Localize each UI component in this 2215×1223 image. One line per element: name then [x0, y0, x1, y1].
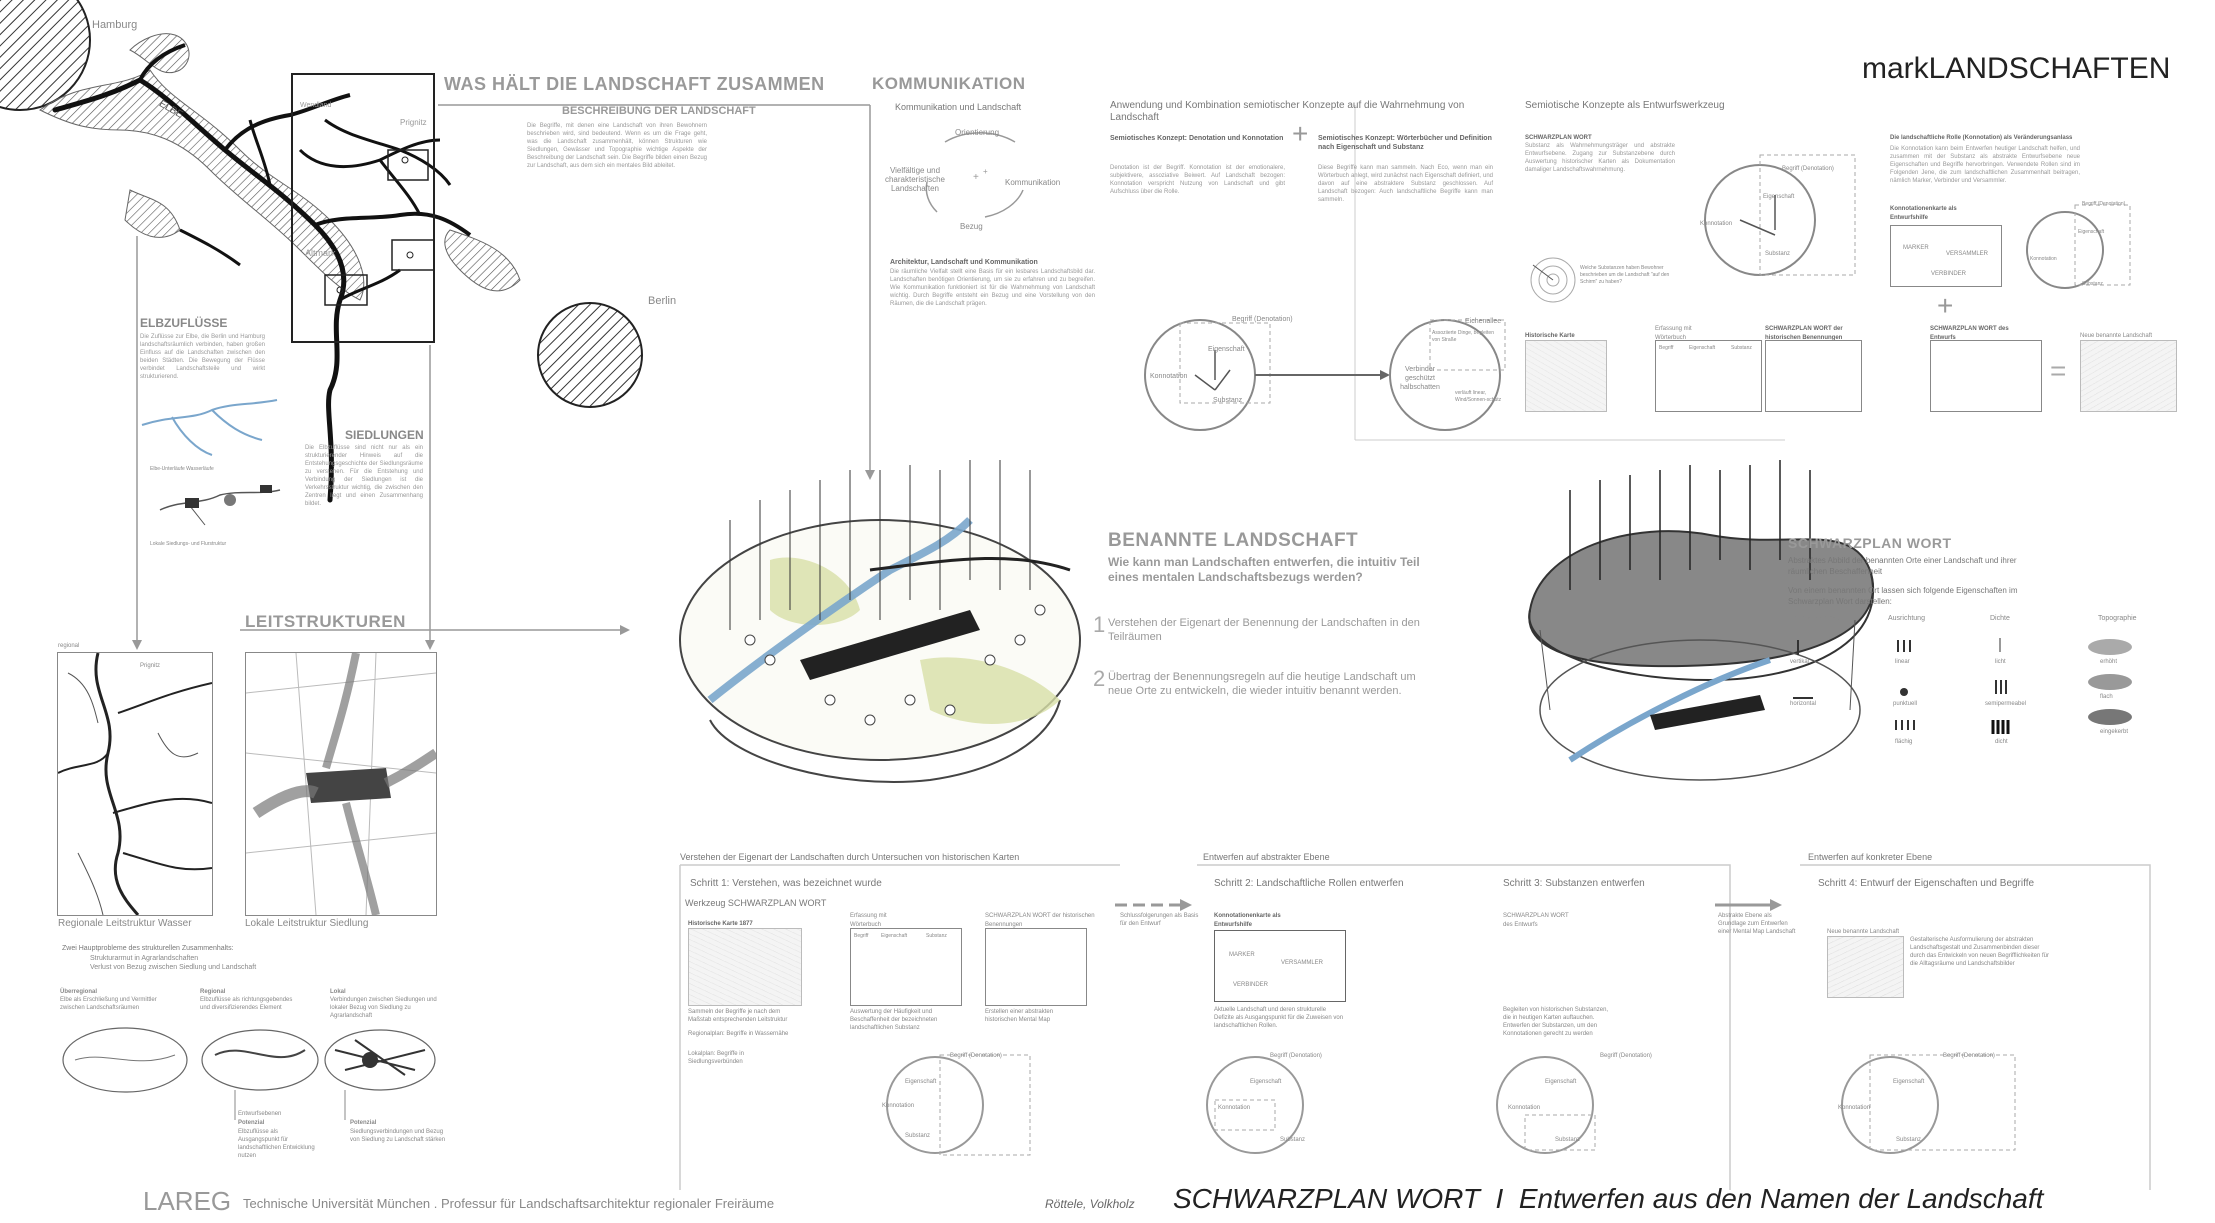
footer-project: SCHWARZPLAN WORT I Entwerfen aus den Namen der Landschaft	[1173, 1183, 2044, 1214]
siedlungen-caption: Lokale Siedlungs- und Flurstruktur	[150, 541, 227, 547]
bd1-eig: Eigenschaft	[905, 1079, 937, 1085]
proc-hist-karte-img	[1525, 340, 1607, 412]
potential2-text: Siedlungsverbindungen und Bezug von Siedlung zu Landschaft stärken	[350, 1129, 446, 1143]
bd3-kon: Konnotation	[1508, 1105, 1541, 1111]
map-label-hamburg: Hamburg	[92, 19, 138, 31]
bottom-head-right: Entwerfen auf konkreter Ebene	[1808, 852, 1933, 862]
semiotik-allee-note: Assoziierte Dinge, begleiten von Straße	[1432, 330, 1494, 343]
bottom-dictionary	[850, 928, 962, 1006]
legend-col-topo: Topographie	[2098, 615, 2137, 622]
proc-sw-entw: SCHWARZPLAN WORT des Entwurfs	[1930, 326, 2009, 341]
leitstruktur-list-item-2: Verlust von Bezug zwischen Siedlung und Landschaft	[90, 964, 257, 971]
semiotik-sub: Substanz	[1213, 397, 1243, 404]
bottom-note-s4: Gestalterische Ausformulierung der abstrakten Landschaftsgestalt und Zusammenbinden dieser durch das Entwickeln von neuen Begrifflichkeiten für die Alltagsräume und Landschaftsbilder	[1910, 937, 2049, 967]
cycle-right: Kommunikation	[1005, 178, 1061, 187]
bottom-note-erst: Erstellen einer abstrakten historischen Mental Map	[985, 1009, 1054, 1023]
bottom-marker: MARKER	[1229, 952, 1255, 958]
col1-text: Elbe als Erschließung und Vermittler zwischen Landschaftsräumen	[60, 997, 157, 1011]
col2-text: Elbzuflüsse als richtungsgebendes und diversifizierendes Element	[200, 997, 293, 1011]
bd1-sub: Substanz	[905, 1133, 931, 1139]
dict-col-1: Begriff	[1659, 345, 1674, 351]
sw-text-small: Substanz als Wahrnehmungsträger und abstrakte Entwurfsebene. Zugang zur Substanzebene durch Auswertung historischer Karten als Dokumentation damaliger Landschaftswahrnehmung.	[1525, 143, 1675, 173]
bd4-eig: Eigenschaft	[1893, 1079, 1925, 1085]
leitstruktur-list-head: Zwei Hauptprobleme des strukturellen Zusammenhalts:	[62, 945, 234, 952]
footer-authors: Röttele, Volkholz	[1045, 1197, 1135, 1211]
svg-text:+: +	[973, 172, 979, 183]
semiotik-right-title: Semiotisches Konzept: Wörterbücher und Definition nach Eigenschaft und Substanz	[1318, 135, 1492, 151]
semiotik-verkehr-note: verläuft linear, Wind/Sonnen-schutz	[1455, 390, 1502, 403]
sw-small-eig: Eigenschaft	[1763, 194, 1795, 200]
proc-erfassung: Erfassung mit Wörterbuch	[1655, 326, 1692, 341]
bottom-dict-col-3: Substanz	[926, 933, 947, 939]
cycle-left: Vielfältige und charakteristische Landschaften	[884, 166, 946, 193]
siedlungen-text: Die Elbzuflüsse sind nicht nur als ein strukturierender Hinweis auf die Entstehungsgeschichte der Siedlungsräume zu verstehen. Für die Entstehung und Verbindung der Siedlungen ist die Verkehrsstruktur wichtig, die zwischen den Zentren liegt und einen Zusammenhang bildet.	[305, 445, 423, 507]
bottom-note-samm: Sammeln der Begriffe je nach dem Maßstab entsprechenden Leitstruktur	[688, 1009, 788, 1023]
leitstruktur-caption-right: Lokale Leitstruktur Siedlung	[245, 918, 369, 929]
semiotik-right-text: Diese Begriffe kann man sammeln. Nach Eco, wenn man ein Wörterbuch anlegt, wird zunächst nach Eigenschaft definiert, und davon auf eine abstraktere Substanz geschlossen. Auf Landschaft bezogen: Auch landschaftliche Begriffe kann man sammeln.	[1318, 165, 1493, 203]
semiotik-left-title: Semiotisches Konzept: Denotation und Konnotation	[1110, 135, 1284, 142]
proc-hist-karte: Historische Karte	[1525, 333, 1575, 339]
benannte-title: BENANNTE LANDSCHAFT	[1108, 530, 1359, 551]
siedlungen-title: SIEDLUNGEN	[345, 428, 424, 442]
sw-right-eig: Eigenschaft	[2078, 229, 2105, 235]
bottom-step4: Schritt 4: Entwurf der Eigenschaften und Begriffe	[1818, 878, 2035, 889]
proc-neue-img	[2080, 340, 2177, 412]
map-label-berlin: Berlin	[648, 295, 677, 307]
sw-right-kon: Konnotation	[2030, 256, 2057, 262]
leitstruktur-siedlung-map	[245, 652, 437, 916]
bottom-dict-col-1: Begriff	[854, 933, 869, 939]
potential2-head: Potenzial	[350, 1120, 377, 1126]
plus-icon: +	[1292, 118, 1309, 149]
leitstruktur-caption-left: Regionale Leitstruktur Wasser	[58, 918, 192, 929]
topo-erhoeht: erhöht	[2100, 659, 2118, 665]
proc-sw-hist: SCHWARZPLAN WORT der historischen Benennungen	[1765, 326, 1843, 341]
potential1-text: Elbzuflüsse als Ausgangspunkt für landschaftlichen Entwicklung nutzen	[238, 1129, 315, 1159]
sw-small-sub: Substanz	[1765, 251, 1791, 257]
brand-title: markLANDSCHAFTEN	[1862, 52, 2171, 85]
ausr-linear: linear	[1895, 659, 1910, 665]
bottom-neue: Neue benannte Landschaft	[1827, 929, 1900, 935]
benannte-step-1: Verstehen der Eigenart der Benennung der Landschaften in den Teilräumen	[1108, 617, 1420, 643]
map-label-altmark: Altmark	[305, 248, 336, 258]
dict-col-2: Eigenschaft	[1689, 345, 1716, 351]
elbzufluesse-sketch	[142, 395, 282, 475]
col1-title: Überregional	[60, 989, 98, 995]
map-label-elbe: ELBE	[156, 98, 185, 121]
bd3-eig: Eigenschaft	[1545, 1079, 1577, 1085]
rolle-text: Die Konnotation kann beim Entwerfen heutiger Landschaft helfen, und zusammen mit der Substanz als abstrakte Entwurfsebene neue Eigenschaften und Begriffe hervorbringen. Verwendete Rollen sind im Folgenden Jene, die zum landschaftlichen Zusammenhalt beitragen, nämlich Marker, Verbinder und Versammler.	[1890, 146, 2080, 184]
sw-diagram-small	[1690, 150, 1860, 280]
leitstrukturen-label-regional: regional	[58, 643, 80, 649]
ausr-punktuell: punktuell	[1893, 701, 1918, 707]
karte-title: Konnotationenkarte als Entwurfshilfe	[1890, 206, 1957, 221]
bottom-erfassung: Erfassung mit Wörterbuch	[850, 913, 887, 928]
sw-right-begriff: Begriff (Denotation)	[2082, 201, 2126, 207]
raum-vertikal: vertikal	[1790, 659, 1810, 665]
regional-map	[0, 0, 560, 420]
semiotik-eig: Eigenschaft	[1208, 346, 1245, 353]
footer-institution: Technische Universität München . Professur für Landschaftsarchitektur regionaler Freiräume	[243, 1196, 775, 1211]
sw-title-small: SCHWARZPLAN WORT	[1525, 135, 1592, 141]
kommunikation-subtitle: Kommunikation und Landschaft	[895, 102, 1022, 112]
semiotik-verbinder: Verbinder geschützt halbschatten	[1400, 366, 1440, 391]
semiotik-entwurf-head: Semiotische Konzepte als Entwurfswerkzeug	[1525, 100, 1725, 111]
bottom-step1: Schritt 1: Verstehen, was bezeichnet wurde	[690, 878, 882, 889]
semiotik-head: Anwendung und Kombination semiotischer Konzepte auf die Wahrnehmung von Landschaft	[1110, 100, 1465, 123]
bottom-arrow-note2: Abstrakte Ebene als Grundlage zum Entwerfen einer Mental Map Landschaft	[1718, 913, 1796, 935]
bd1-begriff: Begriff (Denotation)	[950, 1053, 1002, 1059]
schwarzplan-title: SCHWARZPLAN WORT	[1788, 535, 1952, 551]
bd3-begriff: Begriff (Denotation)	[1600, 1053, 1652, 1059]
sw-small-kon: Konnotation	[1700, 221, 1733, 227]
bottom-note-s3: Begleiten von historischen Substanzen, die in heutigen Karten auftauchen. Entwerfen der Substanzen, um den Konnotationen gerecht zu werden	[1503, 1007, 1609, 1037]
semiotik-kon: Konnotation	[1150, 373, 1188, 380]
sw-note: Welche Substanzen haben Bewohner beschrieben um die Landschaft "auf den Schirm" zu haben?	[1580, 265, 1670, 285]
legend-col-raum: Raumwirksamkeit	[1788, 615, 1844, 622]
dichte-dicht: dicht	[1995, 739, 2008, 745]
legend-col-ausr: Ausrichtung	[1888, 615, 1925, 622]
dichte-licht: licht	[1995, 659, 2006, 665]
semiotik-eichenallee: Eichenallee	[1465, 318, 1502, 325]
raum-horizontal: horizontal	[1790, 701, 1817, 707]
bottom-note-lokal: Lokalplan: Begriffe in Siedlungsverbünden	[688, 1051, 744, 1065]
leitstruktur-list-item-1: Strukturarmut in Agrarlandschaften	[90, 955, 199, 962]
bottom-konn-box	[1214, 930, 1346, 1002]
bottom-sw-hist: SCHWARZPLAN WORT der historischen Benennungen	[985, 913, 1095, 928]
bottom-note-s2: Aktuelle Landschaft und deren strukturelle Defizite als Ausgangspunkt für die Zuweisen von landschaftlichen Rollen.	[1214, 1007, 1344, 1029]
bd3-sub: Substanz	[1555, 1137, 1581, 1143]
bottom-head-mid: Entwerfen auf abstrakter Ebene	[1203, 852, 1330, 862]
bottom-werkzeug: Werkzeug SCHWARZPLAN WORT	[685, 898, 827, 908]
bd4-kon: Konnotation	[1838, 1105, 1871, 1111]
proc-sw-entw-box	[1930, 340, 2042, 412]
col3-title: Lokal	[330, 989, 346, 995]
leitstrukturen-title: LEITSTRUKTUREN	[245, 612, 406, 631]
dichte-semipermeabel: semipermeabel	[1985, 701, 2027, 707]
section1-text: Die Begriffe, mit denen eine Landschaft von ihren Bewohnern beschrieben wird, sind bedeutend. Wenn es um die Frage geht, was die Landschaft zusammenhält, können Strukturen wie Siedlungen, Gewässer und Topographie wichtige Aspekte der Beschreibung der Landschaft sein. Die Begriffe bilden einen Bezug zur Landschaft, aus dem sich ein mentales Bild ableitet.	[527, 123, 707, 169]
karte-versammler: VERSAMMLER	[1946, 251, 1989, 257]
section1-title: WAS HÄLT DIE LANDSCHAFT ZUSAMMEN	[444, 74, 825, 94]
bd2-begriff: Begriff (Denotation)	[1270, 1053, 1322, 1059]
schwarzplan-text2: Von einem benannten Ort lassen sich folgende Eigenschaften im Schwarzplan Wort darstellen:	[1788, 586, 2018, 606]
ausr-flaechig: flächig	[1895, 739, 1913, 745]
sw-right-sub: Substanz	[2082, 281, 2103, 287]
elbzufluesse-text: Die Zuflüsse zur Elbe, die Berlin und Hamburg landschaftsräumlich verbinden, haben großen Einfluss auf die Landschaften zwischen den beiden Städten. Die Bewegung der Flüsse verbindet Landschaftsteile und wirkt strukturierend.	[140, 334, 265, 380]
bottom-verbinder: VERBINDER	[1233, 982, 1269, 988]
landscape-illustration-1	[670, 460, 1130, 800]
bottom-step3: Schritt 3: Substanzen entwerfen	[1503, 878, 1645, 889]
topo-flach: flach	[2100, 694, 2113, 700]
schwarzplan-text: Abstraktes Abbild der benannten Orte einer Landschaft und ihrer räumlichen Beschaffenheit	[1788, 556, 2017, 576]
dict-col-3: Substanz	[1731, 345, 1752, 351]
bottom-versammler: VERSAMMLER	[1281, 960, 1324, 966]
leitstruktur-label-prignitz: Prignitz	[140, 663, 161, 669]
elbzufluesse-title: ELBZUFLÜSSE	[140, 316, 228, 330]
benannte-question: Wie kann man Landschaften entwerfen, die intuitiv Teil eines mentalen Landschaftsbezugs werden?	[1108, 555, 1420, 584]
bottom-step2: Schritt 2: Landschaftliche Rollen entwerfen	[1214, 878, 1404, 889]
sw-diagram-right	[2025, 200, 2135, 290]
semiotik-begriff: Begriff (Denotation)	[1232, 316, 1293, 323]
proc-sw-hist-box	[1765, 340, 1862, 412]
bd1-kon: Konnotation	[882, 1103, 915, 1109]
section1-subtitle: BESCHREIBUNG DER LANDSCHAFT	[562, 105, 756, 117]
sw-radar-icon	[1528, 255, 1578, 305]
kommunikation-title: KOMMUNIKATION	[872, 74, 1026, 93]
bottom-arrow-note: Schlussfolgerungen als Basis für den Entwurf	[1120, 913, 1199, 927]
bd2-kon: Konnotation	[1218, 1105, 1251, 1111]
map-label-prignitz: Prignitz	[400, 118, 427, 127]
topo-eingekerbt: eingekerbt	[2100, 729, 2129, 735]
bottom-sw-hist-box	[985, 928, 1087, 1006]
cycle-bottom: Bezug	[960, 222, 983, 231]
col2-title: Regional	[200, 989, 226, 995]
bottom-sw-entw: SCHWARZPLAN WORT des Entwurfs	[1503, 913, 1569, 928]
bottom-head-left: Verstehen der Eigenart der Landschaften durch Untersuchen von historischen Karten	[680, 852, 1020, 862]
equals-icon: =	[2050, 355, 2067, 386]
svg-text:+: +	[983, 167, 988, 176]
sw-small-begriff: Begriff (Denotation)	[1782, 166, 1834, 172]
rolle-head: Die landschaftliche Rolle (Konnotation) als Veränderungsanlass	[1890, 135, 2073, 141]
leitstruktur-wasser-map	[57, 652, 213, 916]
potential1-head: Potenzial	[238, 1120, 265, 1126]
cycle-top: Orientierung	[955, 128, 1000, 137]
bottom-konn-karte: Konnotationenkarte als Entwurfshilfe	[1214, 913, 1281, 928]
bottom-neue-img	[1827, 936, 1904, 998]
elbzufluesse-caption: Elbe-Unterläufe Wasserläufe	[150, 466, 214, 472]
siedlungen-sketch	[150, 470, 290, 540]
bottom-hist-karte: Historische Karte 1877	[688, 921, 753, 927]
proc-dictionary	[1655, 340, 1762, 412]
benannte-num-2: 2	[1093, 666, 1106, 691]
kommunikation-text-head: Architektur, Landschaft und Kommunikation	[890, 259, 1038, 266]
bottom-note-regional: Regionalplan: Begriffe in Wassernähe	[688, 1031, 789, 1037]
proc-neue: Neue benannte Landschaft	[2080, 333, 2153, 339]
karte-marker: MARKER	[1903, 245, 1929, 251]
plus-icon-2: +	[1937, 290, 1954, 321]
konnotationen-karte	[1890, 225, 2002, 287]
bd4-begriff: Begriff (Denotation)	[1943, 1053, 1995, 1059]
map-label-wendland: Wendland	[300, 102, 332, 109]
bd2-sub: Substanz	[1280, 1137, 1306, 1143]
kommunikation-text: Die räumliche Vielfalt stellt eine Basis für ein lesbares Landschaftsbild dar. Landschaften benötigen Orientierung, um sie zu erfahren und zu begreifen. Wie Kommunikation funktioniert ist für die Wahrnehmung von Landschaft wichtig. Durch Begriffe entsteht ein Bezug und eine Vorstellung von den Räumen, die die Landschaft prägen.	[890, 269, 1095, 307]
legend-col-dichte: Dichte	[1990, 615, 2010, 622]
karte-verbinder: VERBINDER	[1931, 271, 1967, 277]
benannte-step-2: Übertrag der Benennungsregeln auf die heutige Landschaft um neue Orte zu entwickeln, die wieder intuitiv benannt werden.	[1108, 671, 1416, 697]
footer-lareg: LAREG	[143, 1186, 232, 1216]
bottom-hist-karte-img	[688, 928, 802, 1006]
bd4-sub: Substanz	[1896, 1137, 1922, 1143]
semiotik-left-text: Denotation ist der Begriff. Konnotation ist der emotionalere, subjektivere, assoziative Beiwert. Auf Landschaft bezogen: Konnotation verspricht Nutzung von Landschaft und gibt Aufschluss über die Rolle.	[1110, 165, 1285, 195]
col3-text: Verbindungen zwischen Siedlungen und lokaler Bezug von Siedlung zu Agrarlandschaft	[330, 997, 437, 1019]
bd2-eig: Eigenschaft	[1250, 1079, 1282, 1085]
benannte-num-1: 1	[1093, 612, 1106, 637]
bottom-note-ausw: Auswertung der Häufigkeit und Beschaffenheit der bezeichneten landschaftlichen Substanz	[850, 1009, 938, 1031]
bottom-dict-col-2: Eigenschaft	[881, 933, 908, 939]
potential1-label: Entwurfsebenen	[238, 1111, 282, 1117]
